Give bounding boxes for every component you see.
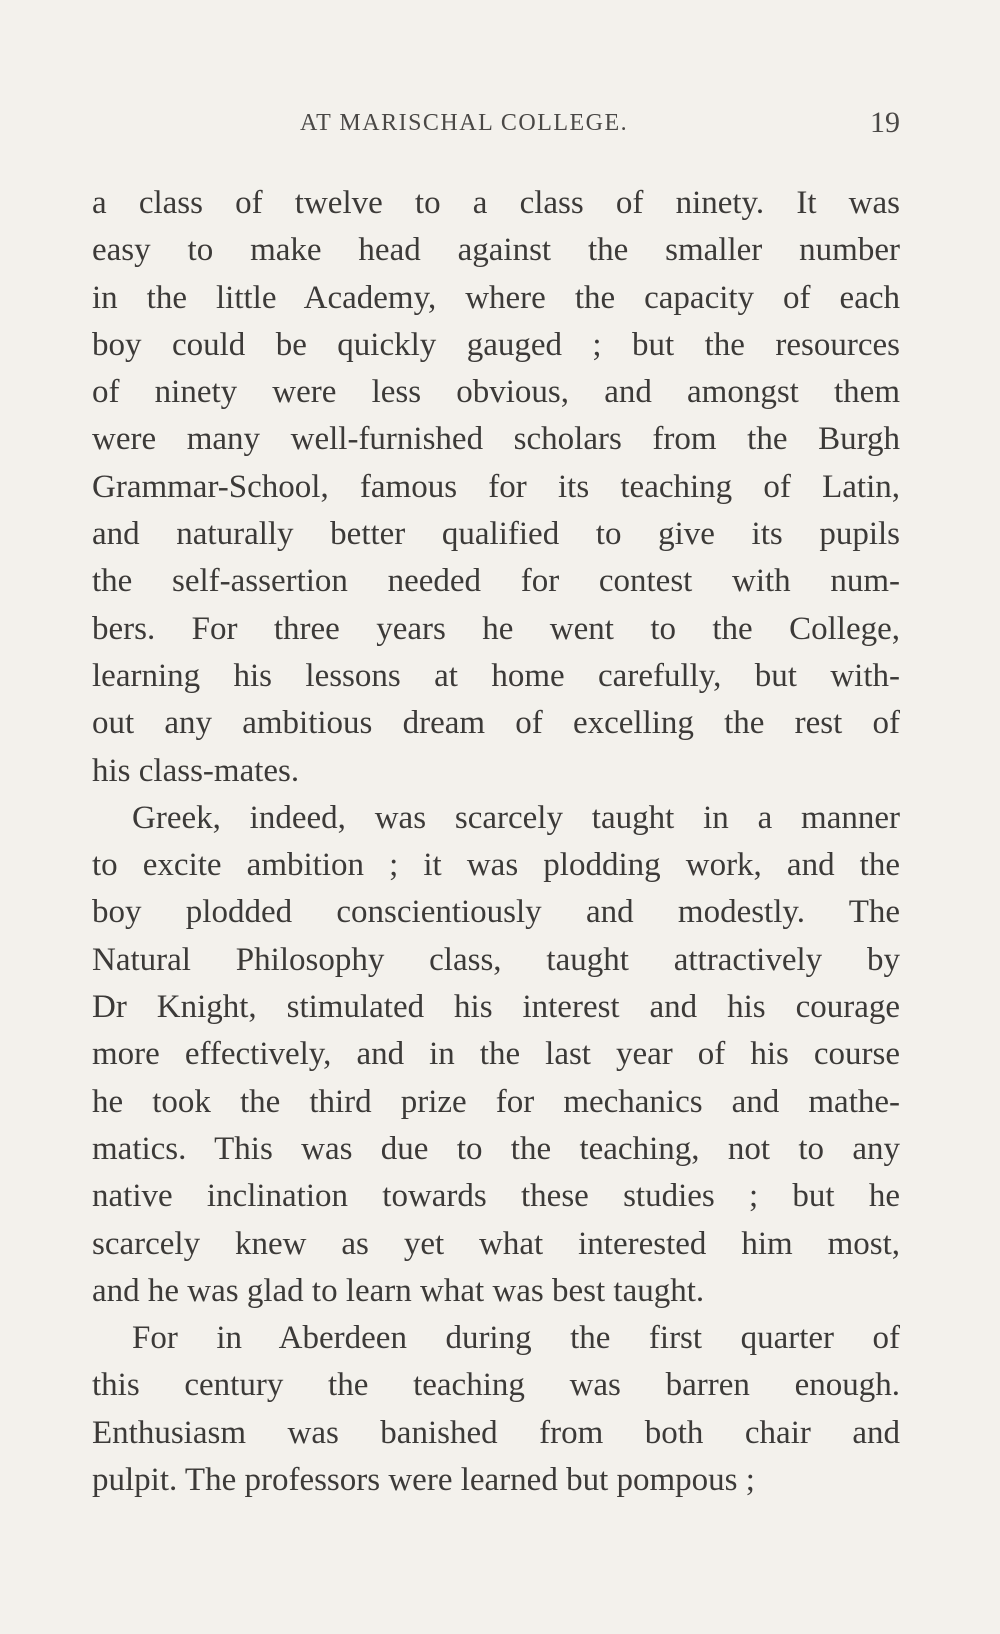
text-line: were many well-furnished scholars from the Burgh — [92, 421, 900, 458]
text-line: to excite ambition ; it was plodding work, and the — [92, 847, 900, 884]
text-line: of ninety were less obvious, and amongst them — [92, 374, 900, 411]
running-header — [300, 106, 900, 150]
text-line: he took the third prize for mechanics and mathe- — [92, 1083, 900, 1120]
text-line: learning his lessons at home carefully, but with- — [92, 657, 900, 694]
text-line: For in Aberdeen during the first quarter of — [132, 1320, 900, 1357]
text-line: Dr Knight, stimulated his interest and his courage — [92, 989, 900, 1026]
text-line: boy plodded conscientiously and modestly. The — [92, 894, 900, 931]
text-line: bers. For three years he went to the College, — [92, 610, 900, 647]
text-line: a class of twelve to a class of ninety. It was — [92, 185, 900, 221]
paragraph — [92, 180, 900, 795]
text-line: out any ambitious dream of excelling the rest of — [92, 705, 900, 742]
text-line: Enthusiasm was banished from both chair and — [92, 1414, 900, 1451]
running-head-title: AT MARISCHAL COLLEGE. — [300, 110, 629, 136]
text-line: Greek, indeed, was scarcely taught in a manner — [132, 799, 900, 836]
text-line: more effectively, and in the last year of his course — [92, 1036, 900, 1073]
paragraph — [92, 795, 900, 1315]
text-line: in the little Academy, where the capacity of each — [92, 279, 900, 316]
text-line: Grammar-School, famous for its teaching of Latin, — [92, 468, 900, 505]
body-text — [92, 180, 900, 1504]
text-line: his class-mates. — [92, 752, 300, 789]
text-line: Natural Philosophy class, taught attractively by — [92, 941, 900, 978]
text-line: easy to make head against the smaller number — [92, 232, 900, 269]
text-line: and naturally better qualified to give its pupils — [92, 516, 900, 553]
page-number: 19 — [870, 106, 900, 139]
text-line: pulpit. The professors were learned but pompous ; — [92, 1462, 755, 1499]
text-line: and he was glad to learn what was best taught. — [92, 1272, 705, 1309]
text-line: the self-assertion needed for contest with num- — [92, 563, 900, 600]
text-line: boy could be quickly gauged ; but the resources — [92, 326, 900, 363]
text-line: native inclination towards these studies ; but he — [92, 1178, 900, 1215]
text-line: scarcely knew as yet what interested him most, — [92, 1225, 900, 1262]
text-line: matics. This was due to the teaching, not to any — [92, 1130, 900, 1167]
paragraph — [92, 1315, 900, 1504]
text-line: this century the teaching was barren enough. — [92, 1367, 900, 1404]
